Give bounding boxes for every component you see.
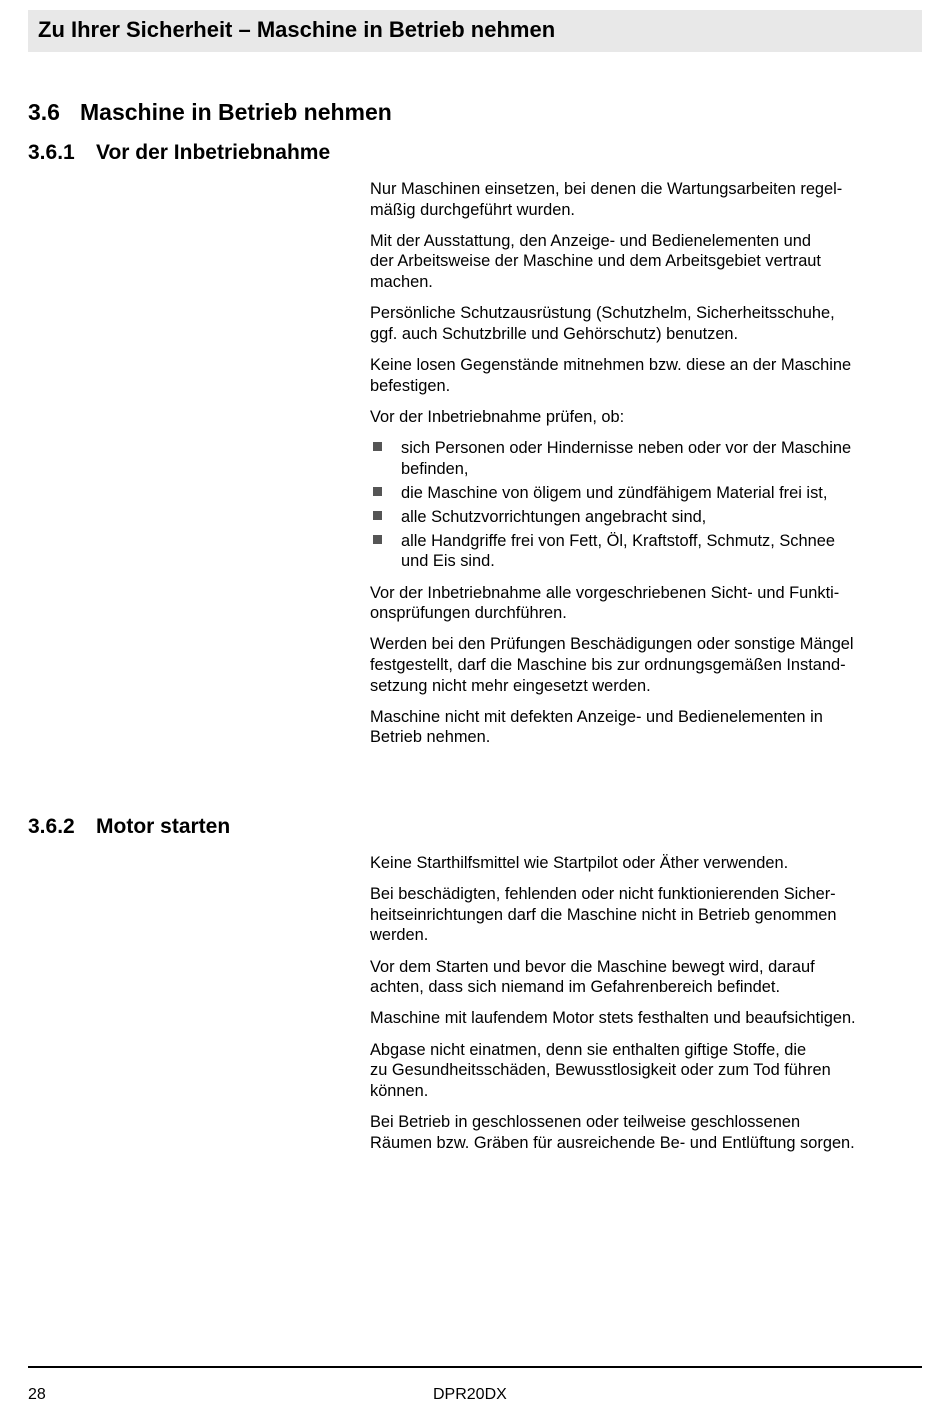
footer-divider xyxy=(28,1366,922,1368)
paragraph: Werden bei den Prüfungen Beschädigungen oder sonstige Mängel festgestellt, darf die Maschine bis zur ordnungsgemäßen Instand- setzung nicht mehr eingesetzt werden. xyxy=(370,635,854,695)
paragraph: Nur Maschinen einsetzen, bei denen die Wartungsarbeiten regel- mäßig durchgeführt wurden. xyxy=(370,180,843,219)
square-bullet-icon xyxy=(373,487,382,496)
paragraph: Persönliche Schutzausrüstung (Schutzhelm, Sicherheitsschuhe, ggf. auch Schutzbrille und Gehörschutz) benutzen. xyxy=(370,304,835,343)
list-item-text: die Maschine von öligem und zündfähigem Material frei ist, xyxy=(401,483,828,502)
list-item-text: alle Handgriffe frei von Fett, Öl, Kraftstoff, Schmutz, Schnee und Eis sind. xyxy=(401,531,835,571)
paragraph: Abgase nicht einatmen, denn sie enthalten giftige Stoffe, die zu Gesundheitsschäden, Bewusstlosigkeit oder zum Tod führen können. xyxy=(370,1040,831,1100)
paragraph: Bei beschädigten, fehlenden oder nicht funktionierenden Sicher- heitseinrichtungen darf die Maschine nicht in Betrieb genommen werden. xyxy=(370,885,837,945)
paragraph: Maschine nicht mit defekten Anzeige- und Bedienelementen in Betrieb nehmen. xyxy=(370,707,823,747)
paragraph: Mit der Ausstattung, den Anzeige- und Bedienelementen und der Arbeitsweise der Maschine und dem Arbeitsgebiet vertraut machen. xyxy=(370,231,821,291)
subsection-number-2: 3.6.2 xyxy=(28,815,75,838)
list-item-text: alle Schutzvorrichtungen angebracht sind, xyxy=(401,507,707,526)
page-number: 28 xyxy=(28,1386,46,1403)
list-item xyxy=(370,438,922,479)
section-number: 3.6 xyxy=(28,99,60,125)
square-bullet-icon xyxy=(373,535,382,544)
subsection-heading-1 xyxy=(28,141,330,165)
subsection-number-1: 3.6.1 xyxy=(28,141,75,164)
subsection-title-2: Motor starten xyxy=(96,815,231,838)
paragraph: Vor der Inbetriebnahme alle vorgeschriebenen Sicht- und Funkti- onsprüfungen durchführen. xyxy=(370,583,840,623)
list-item xyxy=(370,483,922,504)
check-list xyxy=(370,438,922,572)
subsection-body-2 xyxy=(370,853,922,1164)
model-name: DPR20DX xyxy=(433,1386,507,1403)
paragraph: Vor der Inbetriebnahme prüfen, ob: xyxy=(370,407,625,426)
paragraph: Bei Betrieb in geschlossenen oder teilweise geschlossenen Räumen bzw. Gräben für ausreichende Be- und Entlüftung sorgen. xyxy=(370,1112,855,1152)
square-bullet-icon xyxy=(373,511,382,520)
subsection-heading-2 xyxy=(28,815,230,839)
paragraph: Keine Starthilfsmittel wie Startpilot oder Äther verwenden. xyxy=(370,854,789,872)
page-header-bar xyxy=(28,10,922,52)
paragraph: Keine losen Gegenstände mitnehmen bzw. diese an der Maschine befestigen. xyxy=(370,355,852,395)
list-item xyxy=(370,531,922,572)
section-heading xyxy=(28,99,392,126)
paragraph: Maschine mit laufendem Motor stets festhalten und beaufsichtigen. xyxy=(370,1009,856,1028)
list-item-text: sich Personen oder Hindernisse neben oder vor der Maschine befinden, xyxy=(401,438,852,478)
page-header-title: Zu Ihrer Sicherheit – Maschine in Betrieb nehmen xyxy=(38,17,556,42)
square-bullet-icon xyxy=(373,442,382,451)
subsection-body-1 xyxy=(370,179,922,759)
paragraph: Vor dem Starten und bevor die Maschine bewegt wird, darauf achten, dass sich niemand im Gefahrenbereich befindet. xyxy=(370,957,815,997)
list-item xyxy=(370,507,922,528)
section-title: Maschine in Betrieb nehmen xyxy=(80,99,392,125)
subsection-title-1: Vor der Inbetriebnahme xyxy=(96,141,331,164)
